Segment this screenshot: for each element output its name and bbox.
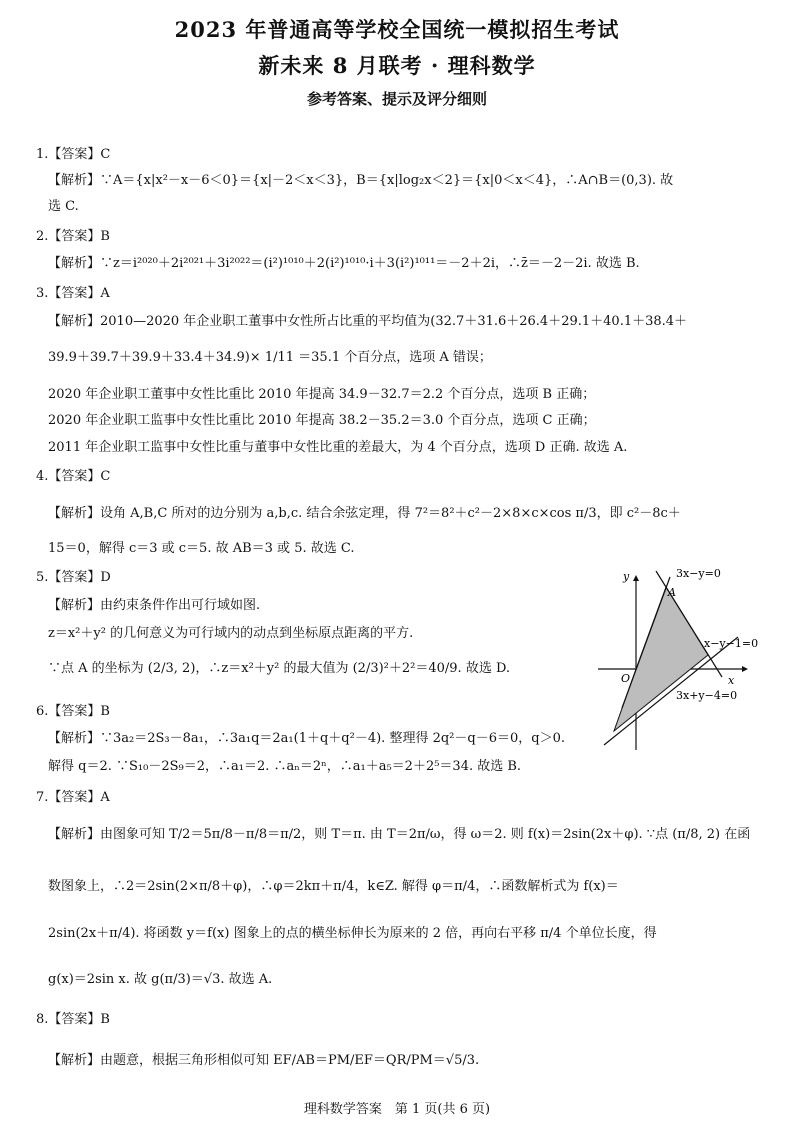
answer-line-7: 7.【答案】A bbox=[36, 790, 110, 805]
doc-type: 参考答案、提示及评分细则 bbox=[306, 90, 487, 108]
line-3x+y-4-label: 3x+y−4=0 bbox=[676, 689, 738, 702]
answer-line-3: 3.【答案】A bbox=[36, 286, 110, 301]
solution-line: 2sin(2x＋π/4). 将函数 y＝f(x) 图象上的点的横坐标伸长为原来的 2 倍，再向右平移 π/4 个单位长度，得 bbox=[48, 926, 657, 941]
solution-line: ∵点 A 的坐标为 (2/3, 2)，∴z＝x²＋y² 的最大值为 (2/3)²＋2²＝40/9. 故选 D. bbox=[48, 661, 511, 676]
answer-line-2: 2.【答案】B bbox=[36, 229, 110, 244]
solution-line: 【解析】由题意，根据三角形相似可知 EF/AB＝PM/EF＝QR/PM＝√5/3. bbox=[48, 1053, 480, 1068]
solution-line: 解得 q＝2. ∵S₁₀－2S₉＝2，∴a₁＝2. ∴aₙ＝2ⁿ，∴a₁＋a₅＝2＋2⁵＝34. 故选 B. bbox=[48, 759, 522, 774]
line-3x-y-label: 3x−y=0 bbox=[676, 567, 721, 580]
solution-line: g(x)＝2sin x. 故 g(π/3)＝√3. 故选 A. bbox=[48, 972, 273, 987]
origin-label: O bbox=[621, 672, 631, 685]
solution-line: 【解析】∵A＝{x|x²－x－6＜0}＝{x|－2＜x＜3}，B＝{x|log₂x＜2}＝{x|0＜x＜4}，∴A∩B＝(0,3). 故 bbox=[48, 173, 674, 188]
solution-line: 【解析】∵z＝i²⁰²⁰＋2i²⁰²¹＋3i²⁰²²＝(i²)¹⁰¹⁰＋2(i²)¹⁰¹⁰·i＋3(i²)¹⁰¹¹＝－2＋2i，∴z̄＝－2－2i. 故选 B. bbox=[48, 256, 640, 271]
answer-line-6: 6.【答案】B bbox=[36, 704, 110, 719]
solution-line: 【解析】∵3a₂＝2S₃－8a₁，∴3a₁q＝2a₁(1＋q＋q²－4). 整理得 2q²－q－6＝0，q＞0. bbox=[48, 731, 565, 746]
y-axis-label: y bbox=[623, 570, 630, 583]
solution-line: 【解析】设角 A,B,C 所对的边分别为 a,b,c. 结合余弦定理，得 7²＝8²＋c²－2×8×c×cos π/3，即 c²－8c＋ bbox=[48, 506, 681, 521]
solution-line: 2011 年企业职工监事中女性比重与董事中女性比重的差最大，为 4 个百分点，选项 D 正确. 故选 A. bbox=[48, 440, 628, 455]
page-title: 2023 年普通高等学校全国统一模拟招生考试 bbox=[174, 17, 620, 42]
solution-line: 2020 年企业职工监事中女性比重比 2010 年提高 38.2－35.2＝3.0 个百分点，选项 C 正确； bbox=[48, 413, 596, 428]
page-footer: 理科数学答案 第 1 页(共 6 页) bbox=[303, 1102, 491, 1117]
feasible-region bbox=[614, 587, 708, 731]
answer-line-5: 5.【答案】D bbox=[36, 570, 111, 585]
page-subtitle: 新未来 8 月联考 · 理科数学 bbox=[258, 53, 536, 78]
x-axis-label: x bbox=[728, 674, 735, 687]
solution-line: 【解析】由图象可知 T/2＝5π/8－π/8＝π/2，则 T＝π. 由 T＝2π/ω，得 ω＝2. 则 f(x)＝2sin(2x＋φ). ∵点 (π/8, 2) 在函 bbox=[48, 827, 751, 842]
solution-line: 选 C. bbox=[48, 199, 79, 214]
solution-line: z＝x²＋y² 的几何意义为可行域内的动点到坐标原点距离的平方. bbox=[48, 626, 414, 641]
answer-line-1: 1.【答案】C bbox=[36, 147, 111, 162]
solution-line: 39.9＋39.7＋39.9＋33.4＋34.9)× 1/11 ＝35.1 个百分点，选项 A 错误； bbox=[48, 350, 492, 365]
x-axis-arrow bbox=[742, 666, 748, 672]
solution-line: 数图象上，∴2＝2sin(2×π/8＋φ)，∴φ＝2kπ＋π/4，k∈Z. 解得 φ＝π/4，∴函数解析式为 f(x)＝ bbox=[48, 879, 619, 894]
feasible-region-figure bbox=[594, 565, 766, 750]
solution-line: 【解析】2010—2020 年企业职工董事中女性所占比重的平均值为(32.7＋31.6＋26.4＋29.1＋40.1＋38.4＋ bbox=[48, 314, 688, 329]
point-a-label: A bbox=[668, 586, 676, 599]
solution-line: 15＝0，解得 c＝3 或 c＝5. 故 AB＝3 或 5. 故选 C. bbox=[48, 541, 355, 556]
line-x-y-1-label: x−y−1=0 bbox=[704, 637, 759, 650]
answer-line-4: 4.【答案】C bbox=[36, 469, 111, 484]
y-axis-arrow bbox=[633, 575, 639, 581]
answer-line-8: 8.【答案】B bbox=[36, 1012, 110, 1027]
solution-line: 【解析】由约束条件作出可行域如图. bbox=[48, 598, 261, 613]
solution-line: 2020 年企业职工董事中女性比重比 2010 年提高 34.9－32.7＝2.2 个百分点，选项 B 正确； bbox=[48, 387, 596, 402]
